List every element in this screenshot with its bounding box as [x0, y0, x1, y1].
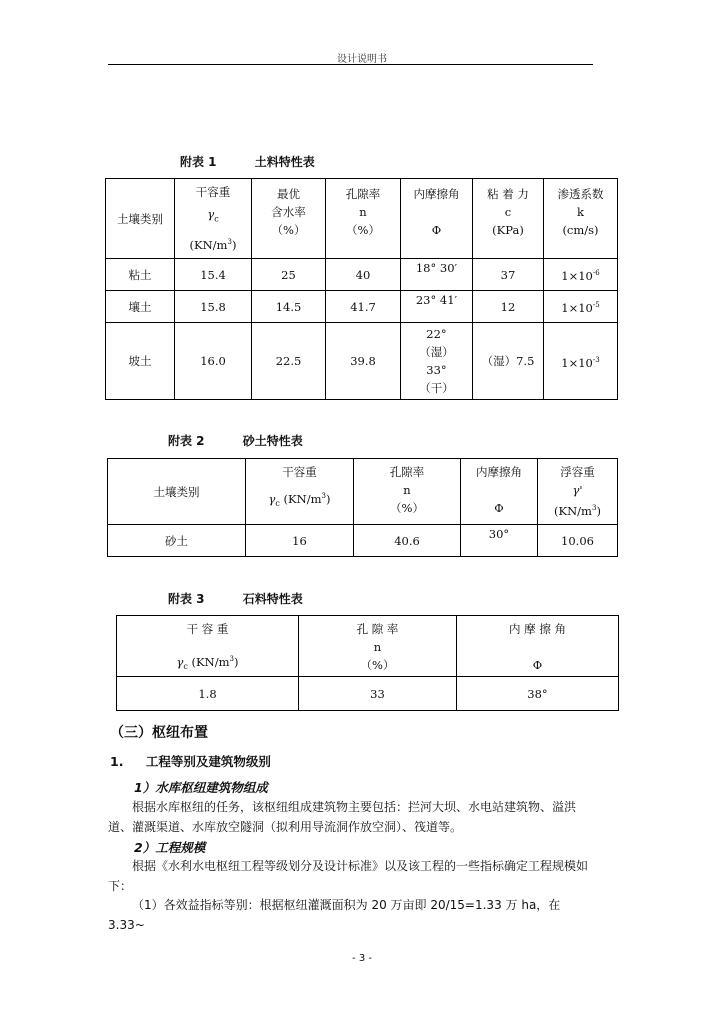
- header-dry-density: 干容重 $\gamma_c$ $(KN/m^3)$: [246, 459, 354, 525]
- cell-pore: 41.7: [326, 291, 401, 323]
- header-porosity: 孔 隙 率 n （%）: [299, 616, 457, 677]
- table2-caption-name: 砂土特性表: [242, 434, 303, 448]
- table-row: [106, 291, 618, 323]
- header-title: 设计说明书: [337, 54, 387, 65]
- header-friction-angle: 内摩擦角 Φ: [401, 179, 473, 259]
- cell-cohesion: 37: [473, 259, 544, 291]
- table3-caption: [168, 590, 303, 607]
- cell-friction: 22° （湿） 33° （干）: [401, 323, 473, 400]
- cell-cohesion: 12: [473, 291, 544, 323]
- cell-pore: 33: [299, 677, 457, 711]
- cell-friction: 38°: [457, 677, 619, 711]
- cell-water: 22.5: [252, 323, 326, 400]
- cell-friction: 18° 30′: [401, 259, 473, 291]
- cell-water: 14.5: [252, 291, 326, 323]
- header-soil-type: 土壤类别: [108, 459, 246, 525]
- table-row: [117, 677, 619, 711]
- table-header-row: [117, 616, 619, 677]
- cell-pore: 40.6: [354, 525, 461, 557]
- cell-perm: $1\times 10^{-3}$: [544, 323, 618, 400]
- header-cohesion: 粘 着 力 c (KPa): [473, 179, 544, 259]
- cell-perm: $1\times 10^{-6}$: [544, 259, 618, 291]
- sub-heading-scale: 2）工程规模: [134, 840, 206, 855]
- cell-float: 10.06: [538, 525, 618, 557]
- cell-soil: 粘土: [106, 259, 175, 291]
- table3-caption-name: 石料特性表: [242, 592, 303, 606]
- paragraph-composition: 根据水库枢纽的任务，该枢纽组成建筑物主要包括：拦河大坝、水电站建筑物、溢洪道、灌溉渠道、水库放空隧洞（拟利用导流洞作放空洞）、筏道等。: [108, 800, 577, 834]
- header-friction-angle: 内 摩 擦 角 Φ: [457, 616, 619, 677]
- stone-properties-table: [116, 615, 619, 711]
- cell-pore: 39.8: [326, 323, 401, 400]
- table1-caption-name: 土料特性表: [254, 155, 315, 169]
- cell-dry: 1.8: [117, 677, 299, 711]
- cell-dry: 16: [246, 525, 354, 557]
- header-rule: [108, 64, 593, 65]
- header-porosity: 孔隙率 n （%）: [354, 459, 461, 525]
- cell-friction: 23° 41′: [401, 291, 473, 323]
- header-porosity: 孔隙率 n （%）: [326, 179, 401, 259]
- header-dry-density: 干容重 $\gamma_c$ $(KN/m^3)$: [175, 179, 252, 259]
- subsection-heading: 1. 工程等别及建筑物级别: [110, 754, 271, 769]
- header-permeability: 渗透系数 k (cm/s): [544, 179, 618, 259]
- header-optimal-moisture: 最优 含水率 （%）: [252, 179, 326, 259]
- table-row: [106, 259, 618, 291]
- table1-caption-number: 附表 1: [180, 155, 217, 169]
- table2-caption: [168, 432, 303, 449]
- cell-cohesion: （湿）7.5: [473, 323, 544, 400]
- paragraph-scale: 根据《水利水电枢纽工程等级划分及设计标准》以及该工程的一些指标确定工程规模如下：: [108, 859, 589, 893]
- table-header-row: [106, 179, 618, 259]
- section-heading: （三）枢纽布置: [110, 725, 208, 741]
- header-soil-type: 土壤类别: [106, 179, 175, 259]
- cell-friction: 30°: [461, 525, 538, 557]
- cell-dry: 16.0: [175, 323, 252, 400]
- cell-soil: 壤土: [106, 291, 175, 323]
- soil-properties-table: [105, 178, 618, 400]
- cell-soil: 坡土: [106, 323, 175, 400]
- table-header-row: [108, 459, 618, 525]
- cell-water: 25: [252, 259, 326, 291]
- table-row: [108, 525, 618, 557]
- sand-properties-table: [107, 458, 618, 557]
- table3-caption-number: 附表 3: [168, 592, 205, 606]
- header-friction-angle: 内摩擦角 Φ: [461, 459, 538, 525]
- cell-dry: 15.8: [175, 291, 252, 323]
- page-number: - 3 -: [352, 953, 372, 964]
- paragraph-benefit-grade: （1）各效益指标等别：根据枢纽灌溉面积为 20 万亩即 20/15=1.33 万 ha，在 3.33~: [108, 898, 561, 932]
- header-dry-density: 干 容 重 $\gamma_c$ $(KN/m^3)$: [117, 616, 299, 677]
- cell-soil: 砂土: [108, 525, 246, 557]
- table-row: [106, 323, 618, 400]
- header-buoyant-density: 浮容重 γ' $(KN/m^3)$: [538, 459, 618, 525]
- cell-pore: 40: [326, 259, 401, 291]
- cell-dry: 15.4: [175, 259, 252, 291]
- cell-perm: $1\times 10^{-5}$: [544, 291, 618, 323]
- sub-heading-composition: 1）水库枢纽建筑物组成: [134, 780, 268, 795]
- table2-caption-number: 附表 2: [168, 434, 205, 448]
- table1-caption: [180, 153, 315, 170]
